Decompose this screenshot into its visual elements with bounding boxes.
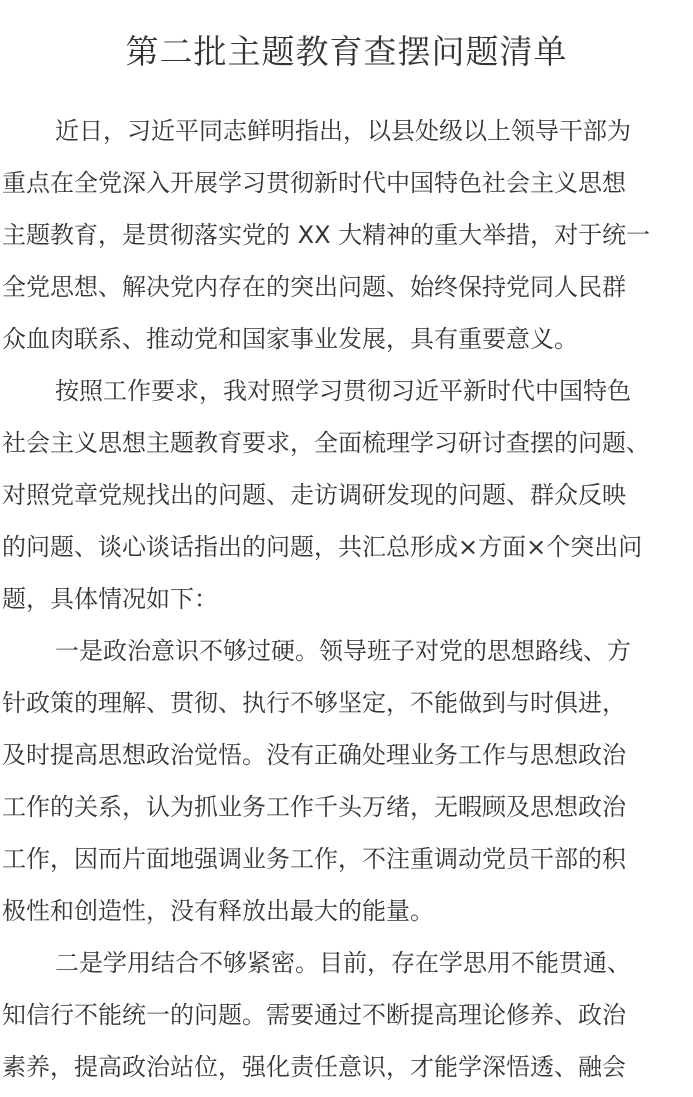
paragraph-line: 主题教育，是贯彻落实党的 XX 大精神的重大举措，对于统一 xyxy=(2,221,651,249)
paragraph-line: 工作的关系，认为抓业务工作千头万绪，无暇顾及思想政治 xyxy=(2,793,626,821)
paragraph-line: 及时提高思想政治觉悟。没有正确处理业务工作与思想政治 xyxy=(2,741,626,769)
paragraph-line: 二是学用结合不够紧密。目前，存在学思用不能贯通、 xyxy=(55,949,631,977)
paragraph-line: 题，具体情况如下： xyxy=(2,585,218,613)
paragraph-line: 社会主义思想主题教育要求，全面梳理学习研讨查摆的问题、 xyxy=(2,429,650,457)
paragraph-line: 的问题、谈心谈话指出的问题，共汇总形成×方面×个突出问 xyxy=(2,533,643,561)
paragraph-line: 知信行不能统一的问题。需要通过不断提高理论修养、政治 xyxy=(2,1001,626,1029)
paragraph-line: 按照工作要求，我对照学习贯彻习近平新时代中国特色 xyxy=(55,377,631,405)
paragraph-line: 针政策的理解、贯彻、执行不够坚定，不能做到与时俱进， xyxy=(2,689,626,717)
paragraph-line: 众血肉联系、推动党和国家事业发展，具有重要意义。 xyxy=(2,325,578,353)
paragraph-line: 对照党章党规找出的问题、走访调研发现的问题、群众反映 xyxy=(2,481,626,509)
document-title: 第二批主题教育查摆问题清单 xyxy=(125,32,568,71)
paragraph-line: 素养，提高政治站位，强化责任意识，才能学深悟透、融会 xyxy=(2,1053,626,1081)
paragraph-line: 工作，因而片面地强调业务工作，不注重调动党员干部的积 xyxy=(2,845,626,873)
paragraph-line: 一是政治意识不够过硬。领导班子对党的思想路线、方 xyxy=(55,637,631,665)
paragraph-line: 极性和创造性，没有释放出最大的能量。 xyxy=(2,897,434,925)
paragraph-line: 全党思想、解决党内存在的突出问题、始终保持党同人民群 xyxy=(2,273,626,301)
paragraph-line: 近日，习近平同志鲜明指出，以县处级以上领导干部为 xyxy=(55,117,631,145)
paragraph-line: 重点在全党深入开展学习贯彻新时代中国特色社会主义思想 xyxy=(2,169,626,197)
